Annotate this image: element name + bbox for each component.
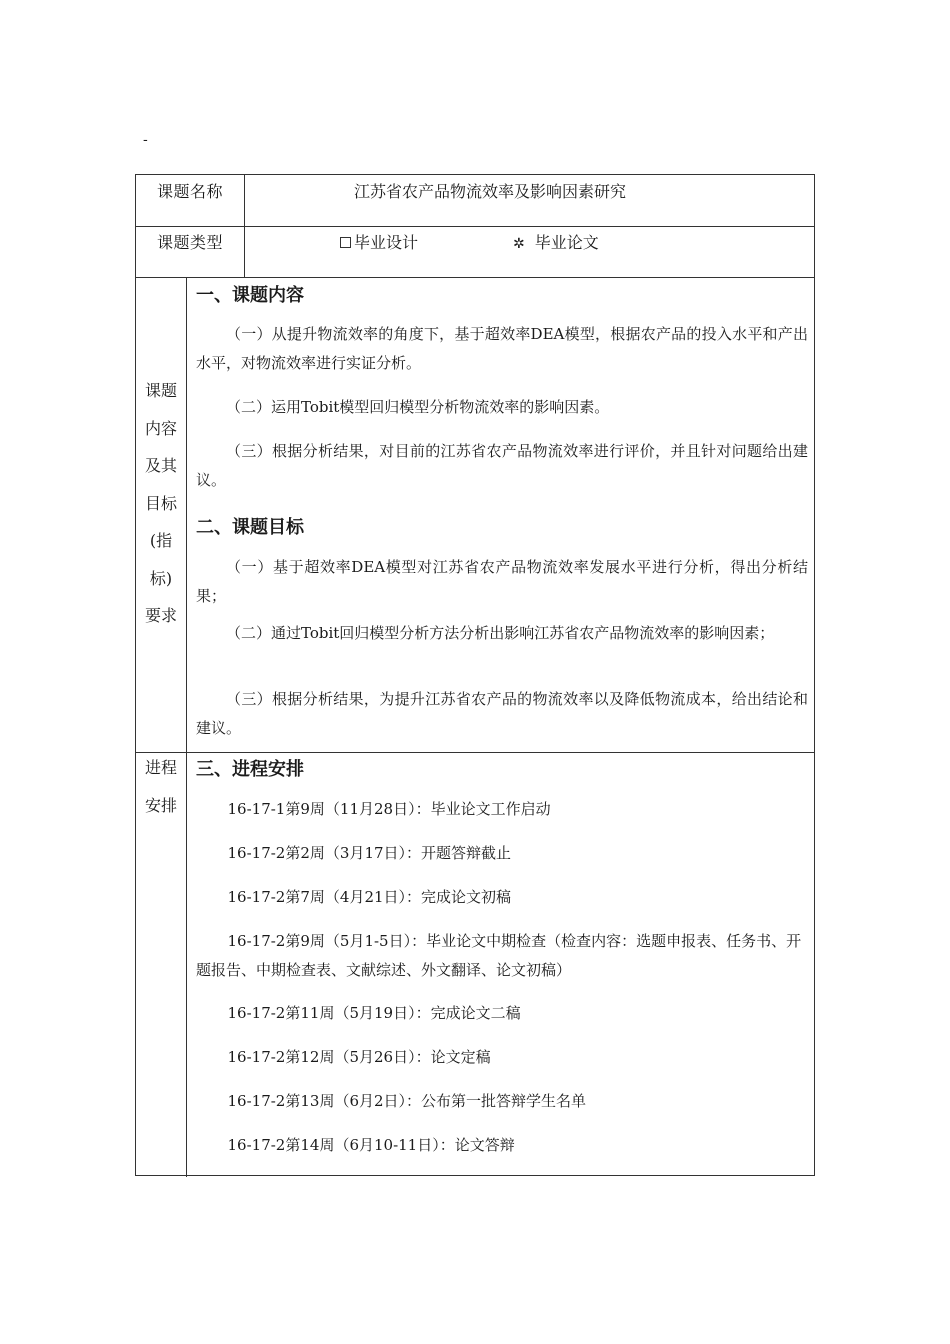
column-divider [186, 277, 187, 1177]
topic-type-label: 课题类型 [157, 233, 224, 252]
top-mark: - [143, 132, 148, 148]
schedule-item: 16-17-2第7周（4月21日）：完成论文初稿 [227, 888, 512, 906]
content-paragraph-1: （一）从提升物流效率的角度下，基于超效率DEA模型，根据农产品的投入水平和产出水平，对物流效率进行实证分析。 [196, 325, 808, 372]
option-thesis[interactable] [513, 230, 599, 253]
schedule-item: 16-17-2第11周（5月19日）：完成论文二稿 [227, 1004, 521, 1022]
schedule-item: 16-17-2第13周（6月2日）：公布第一批答辩学生名单 [227, 1092, 587, 1110]
schedule-item: 16-17-2第9周（5月1-5日）：毕业论文中期检查（检查内容：选题申报表、任务书、开题报告、中期检查表、文献综述、外文翻译、论文初稿） [196, 932, 802, 979]
topic-name-label: 课题名称 [157, 182, 224, 201]
schedule-item: 16-17-2第2周（3月17日）：开题答辩截止 [227, 844, 512, 862]
content-paragraph-2: （二）运用Tobit模型回归模型分析物流效率的影响因素。 [226, 398, 610, 416]
schedule-label: 进程 安排 [144, 758, 177, 815]
goal-paragraph-2: （二）通过Tobit回归模型分析方法分析出影响江苏省农产品物流效率的影响因素； [226, 624, 775, 642]
section-heading-goals: 二、课题目标 [196, 517, 304, 538]
schedule-item: 16-17-2第12周（5月26日）：论文定稿 [227, 1048, 491, 1066]
checkbox-icon[interactable] [340, 237, 351, 248]
option-design[interactable] [340, 230, 418, 253]
sun-bullet-icon: ✲ [513, 236, 525, 252]
section-heading-schedule: 三、进程安排 [196, 759, 304, 780]
option-design-label: 毕业设计 [354, 233, 419, 252]
goal-paragraph-3: （三）根据分析结果，为提升江苏省农产品的物流效率以及降低物流成本，给出结论和建议。 [196, 690, 808, 737]
topic-name-value: 江苏省农产品物流效率及影响因素研究 [354, 182, 627, 201]
content-paragraph-3: （三）根据分析结果，对目前的江苏省农产品物流效率进行评价，并且针对问题给出建议。 [196, 442, 808, 489]
schedule-item: 16-17-2第14周（6月10-11日）：论文答辩 [227, 1136, 515, 1154]
option-thesis-label: 毕业论文 [534, 233, 599, 252]
row-divider [136, 752, 814, 753]
schedule-item: 16-17-1第9周（11月28日）：毕业论文工作启动 [227, 800, 551, 818]
row-divider [136, 226, 814, 227]
row-divider [136, 277, 814, 278]
section-heading-content: 一、课题内容 [196, 285, 304, 306]
content-label: 课题 内容 及其 目标 (指 标) 要求 [144, 381, 177, 625]
column-divider [244, 175, 245, 277]
goal-paragraph-1: （一）基于超效率DEA模型对江苏省农产品物流效率发展水平进行分析，得出分析结果； [196, 558, 808, 605]
